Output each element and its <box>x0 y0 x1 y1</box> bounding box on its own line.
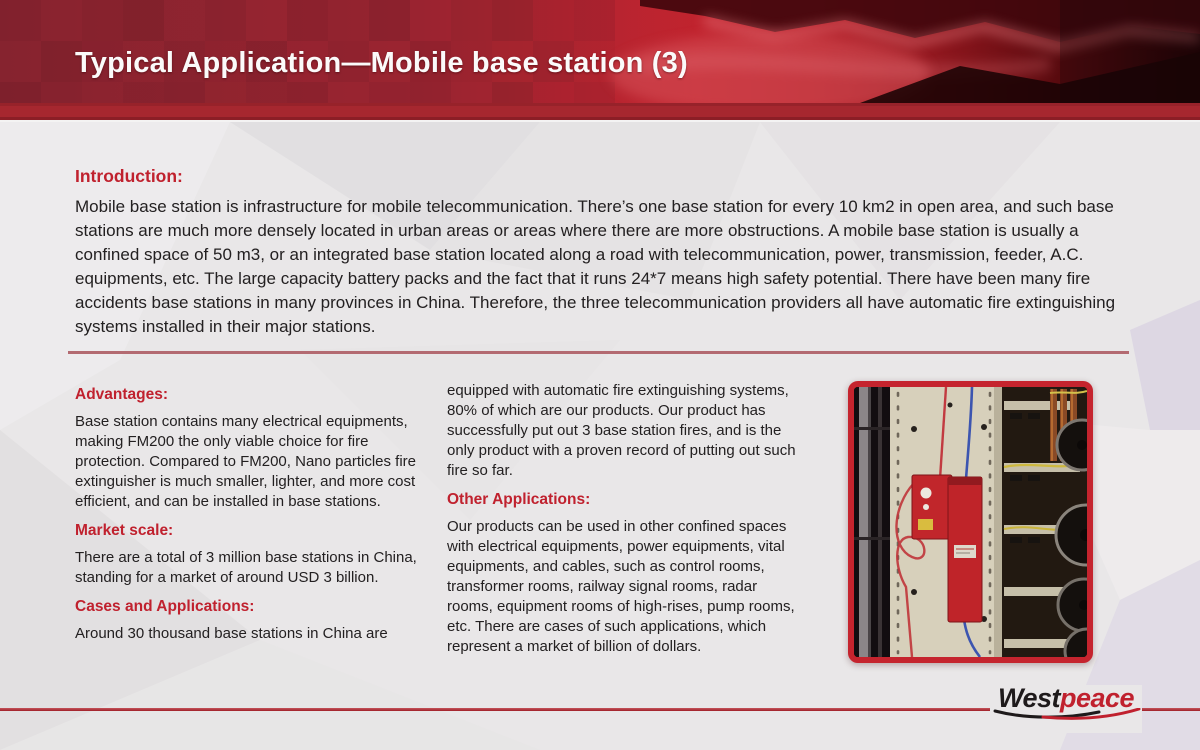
base-station-photo <box>848 381 1093 663</box>
logo-peace-text: peace <box>1059 683 1135 713</box>
logo-swoosh-icon <box>991 708 1141 721</box>
section-divider <box>68 351 1129 354</box>
middle-column <box>447 381 804 667</box>
base-station-photo-graphic <box>854 387 1087 657</box>
left-column <box>75 386 433 654</box>
cases-continuation-paragraph: equipped with automatic fire extinguishing systems, 80% of which are our products. Our product has successfully put out 3 base station fires, and is the only product with a proven record of putting out such fire so far. <box>447 382 796 479</box>
westpeace-logo <box>990 685 1142 733</box>
market-scale-paragraph: There are a total of 3 million base stations in China, standing for a market of around USD 3 billion. <box>75 549 417 586</box>
advantages-paragraph: Base station contains many electrical equipments, making FM200 the only viable choice for fire protection. Compared to FM200, Nano particles fire extinguisher is much smaller, lighter, and more cost efficient, and can be installed in base stations. <box>75 413 416 510</box>
cases-applications-paragraph: Around 30 thousand base stations in China are <box>75 625 388 642</box>
logo-west-text: West <box>997 683 1060 713</box>
page-title: Typical Application—Mobile base station (3) <box>75 47 688 79</box>
cases-applications-heading: Cases and Applications: <box>75 598 255 615</box>
introduction-paragraph: Mobile base station is infrastructure for mobile telecommunication. There’s one base station for every 10 km2 in open area, and such base stations are much more densely located in urban areas or areas where there are more obstructions. A mobile base station is usually a confined space of 50 m3, or an integrated base station located along a road with telecommunication, power, transmission, feeder, A.C. equipments, etc. The large capacity battery packs and the fact that it runs 24*7 means high safety potential. There have been many fire accidents base stations in many provinces in China. Therefore, the three telecommunication providers all have automatic fire extinguishing systems installed in their major stations. <box>75 197 1116 336</box>
introduction-heading: Introduction: <box>75 166 183 186</box>
other-applications-heading: Other Applications: <box>447 491 591 508</box>
other-applications-paragraph: Our products can be used in other confined spaces with electrical equipments, power equipments, vital equipments, and cables, such as control rooms, transformer rooms, railway signal rooms, radar rooms, equipment rooms of high-rises, pump rooms, etc. There are cases of such applications, which represent a market of billion of dollars. <box>447 518 795 655</box>
advantages-heading: Advantages: <box>75 386 169 403</box>
mountain-image <box>610 0 1200 114</box>
market-scale-heading: Market scale: <box>75 522 174 539</box>
